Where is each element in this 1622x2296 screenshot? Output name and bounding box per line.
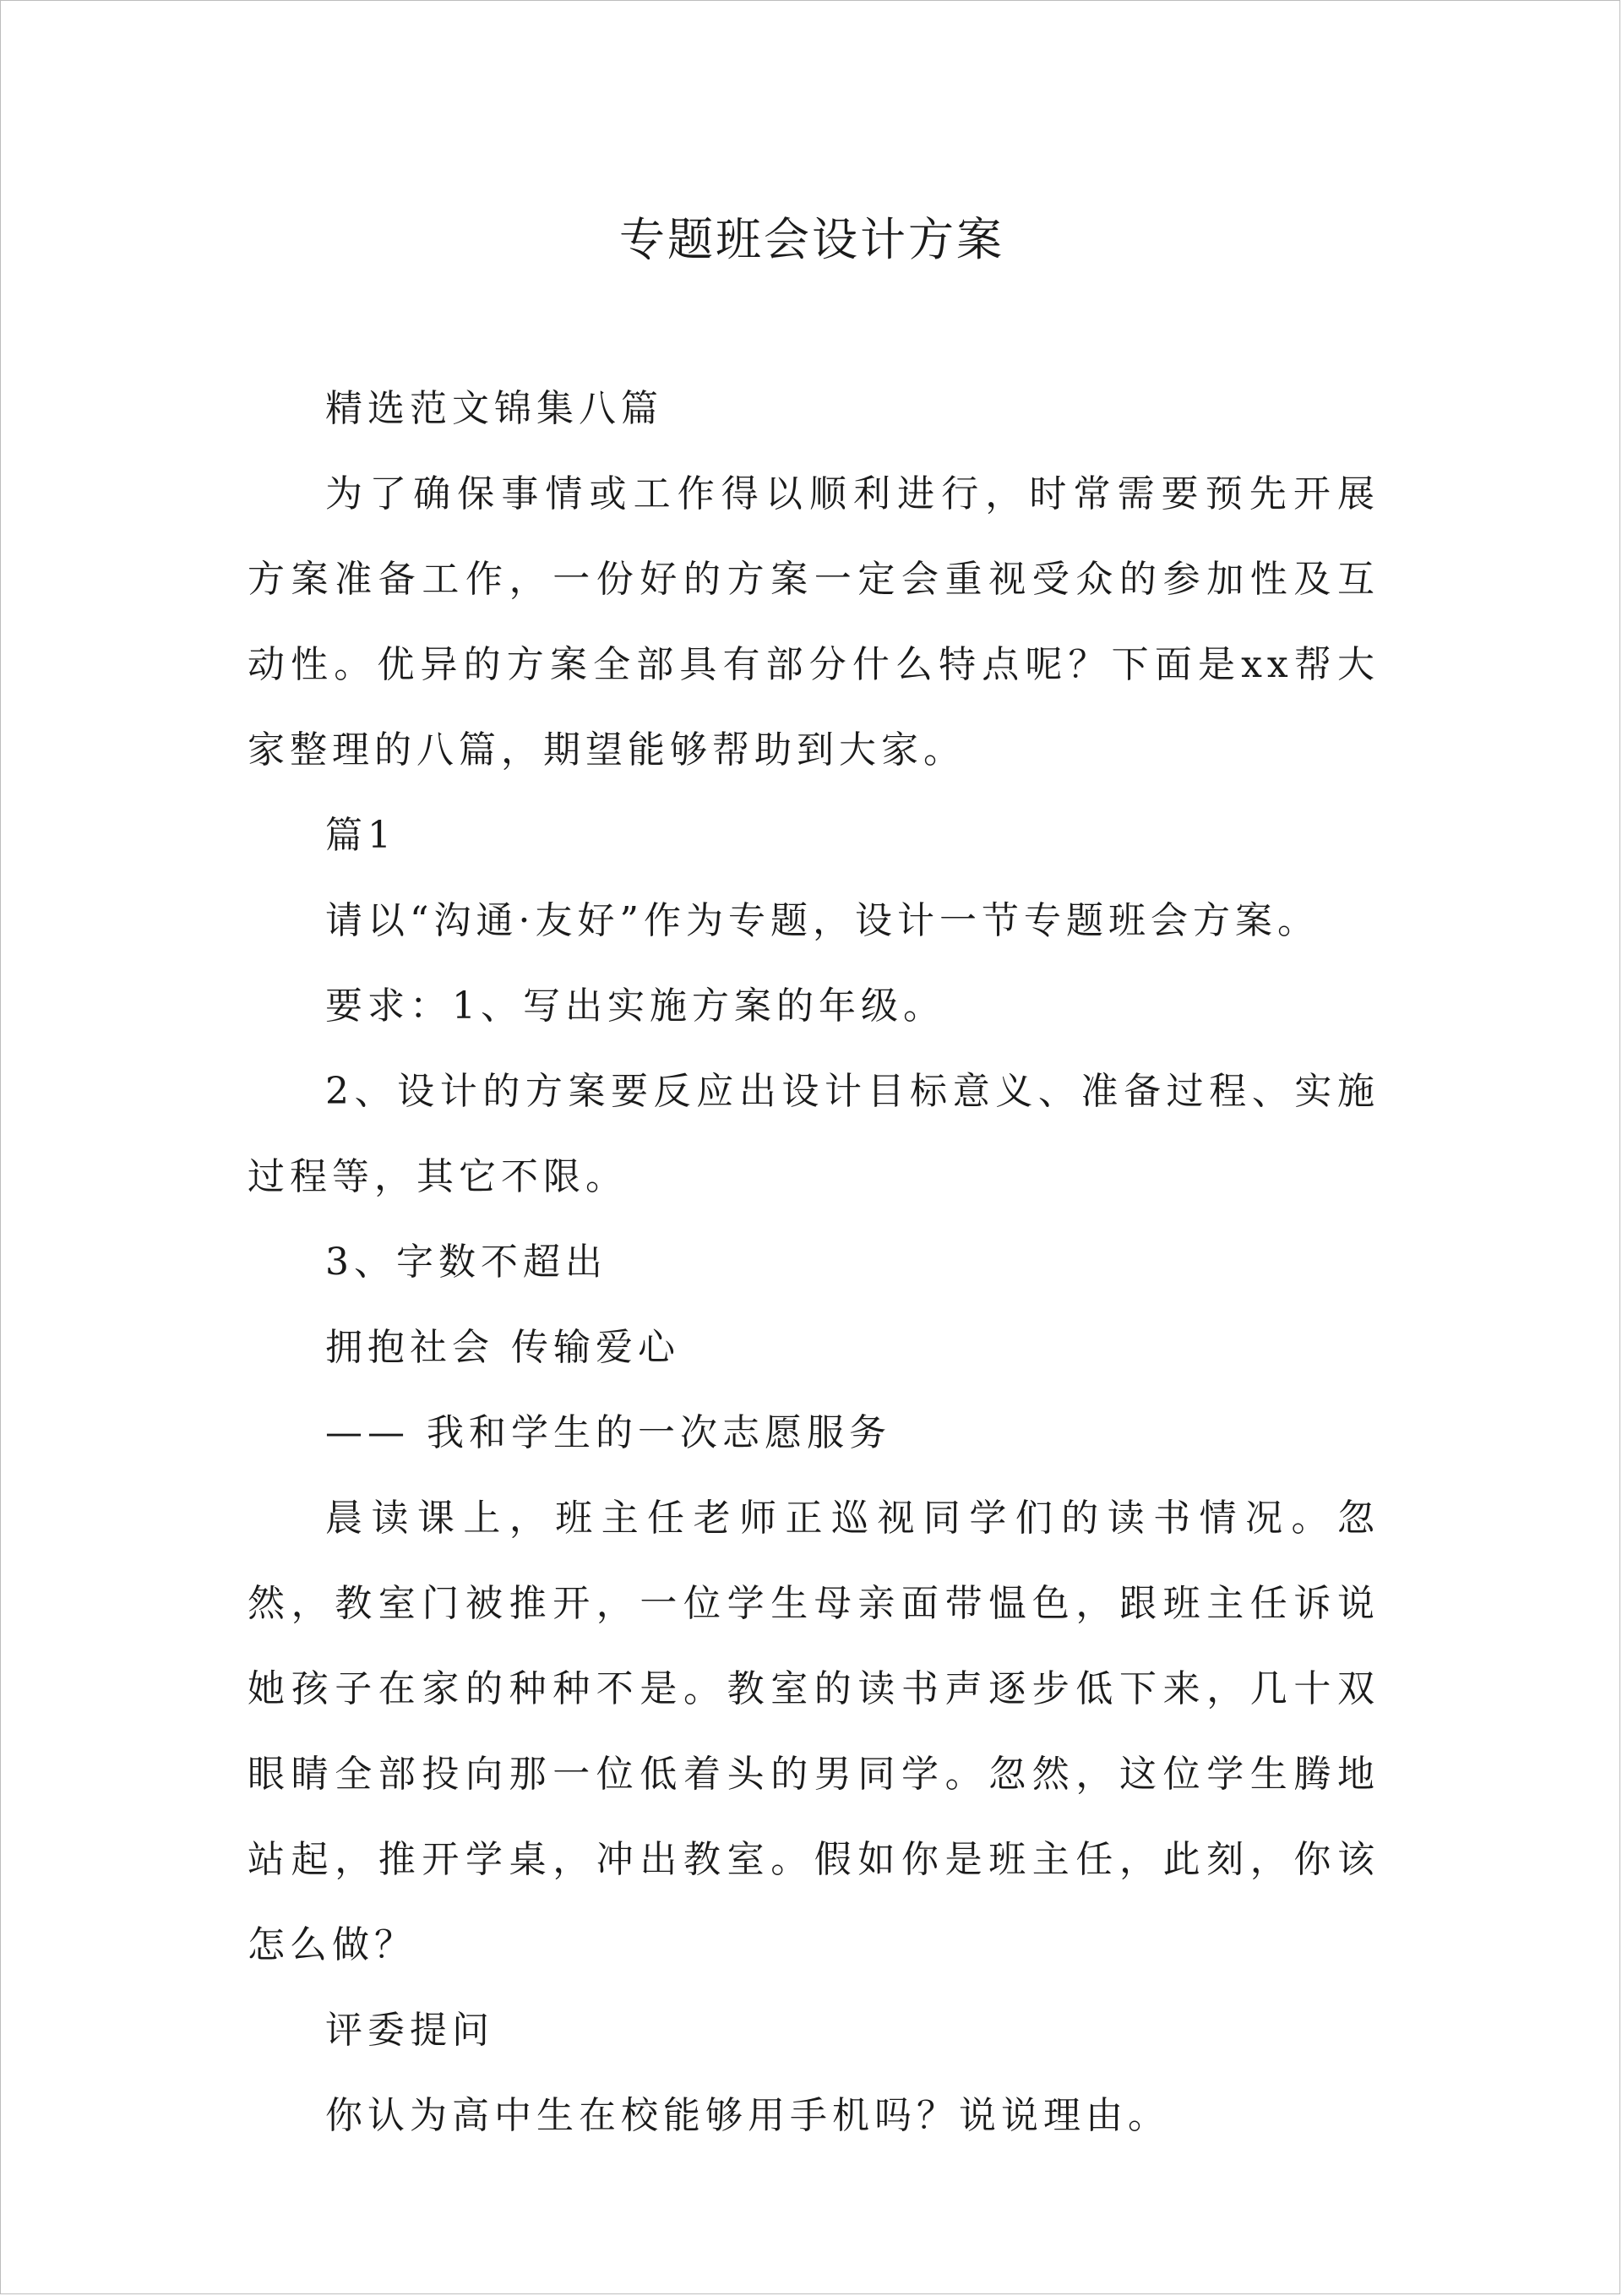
document-body bbox=[248, 366, 1380, 2158]
paragraph-scenario: 晨读课上，班主任老师正巡视同学们的读书情况。忽然，教室门被推开，一位学生母亲面带愠色，跟班主任诉说她孩子在家的种种不是。教室的读书声逐步低下来，几十双眼睛全部投向那一位低着头的男同学。忽然，这位学生腾地站起，推开学桌，冲出教室。假如你是班主任，此刻，你该怎么做？ bbox=[248, 1497, 1380, 1966]
paragraph-intro: 为了确保事情或工作得以顺利进行，时常需要预先开展方案准备工作，一份好的方案一定会重视受众的参加性及互动性。优异的方案全部具有部分什么特点呢？下面是xx帮大家整理的八篇，期望能够帮助到大家。 bbox=[248, 472, 1380, 772]
paragraph-theme-subtitle: —— 我和学生的一次志愿服务 bbox=[325, 1411, 891, 1454]
paragraph-requirement-3: 3、字数不超出 bbox=[325, 1241, 607, 1284]
paragraph-intro-label: 精选范文锦集八篇 bbox=[325, 387, 663, 430]
paragraph-judge-question-heading: 评委提问 bbox=[325, 2009, 494, 2052]
paragraph-requirement-1: 要求：1、写出实施方案的年级。 bbox=[325, 984, 945, 1028]
paragraph-section-heading: 篇1 bbox=[325, 814, 396, 857]
paragraph-requirement-2: 2、设计的方案要反应出设计目标意义、准备过程、实施过程等，其它不限。 bbox=[248, 1070, 1380, 1198]
paragraph-theme-title: 拥抱社会 传输爱心 bbox=[325, 1326, 680, 1369]
paragraph-judge-question: 你认为高中生在校能够用手机吗？说说理由。 bbox=[325, 2094, 1170, 2137]
paragraph-task: 请以“沟通·友好”作为专题，设计一节专题班会方案。 bbox=[325, 899, 1320, 942]
document-title: 专题班会设计方案 bbox=[619, 213, 1004, 266]
